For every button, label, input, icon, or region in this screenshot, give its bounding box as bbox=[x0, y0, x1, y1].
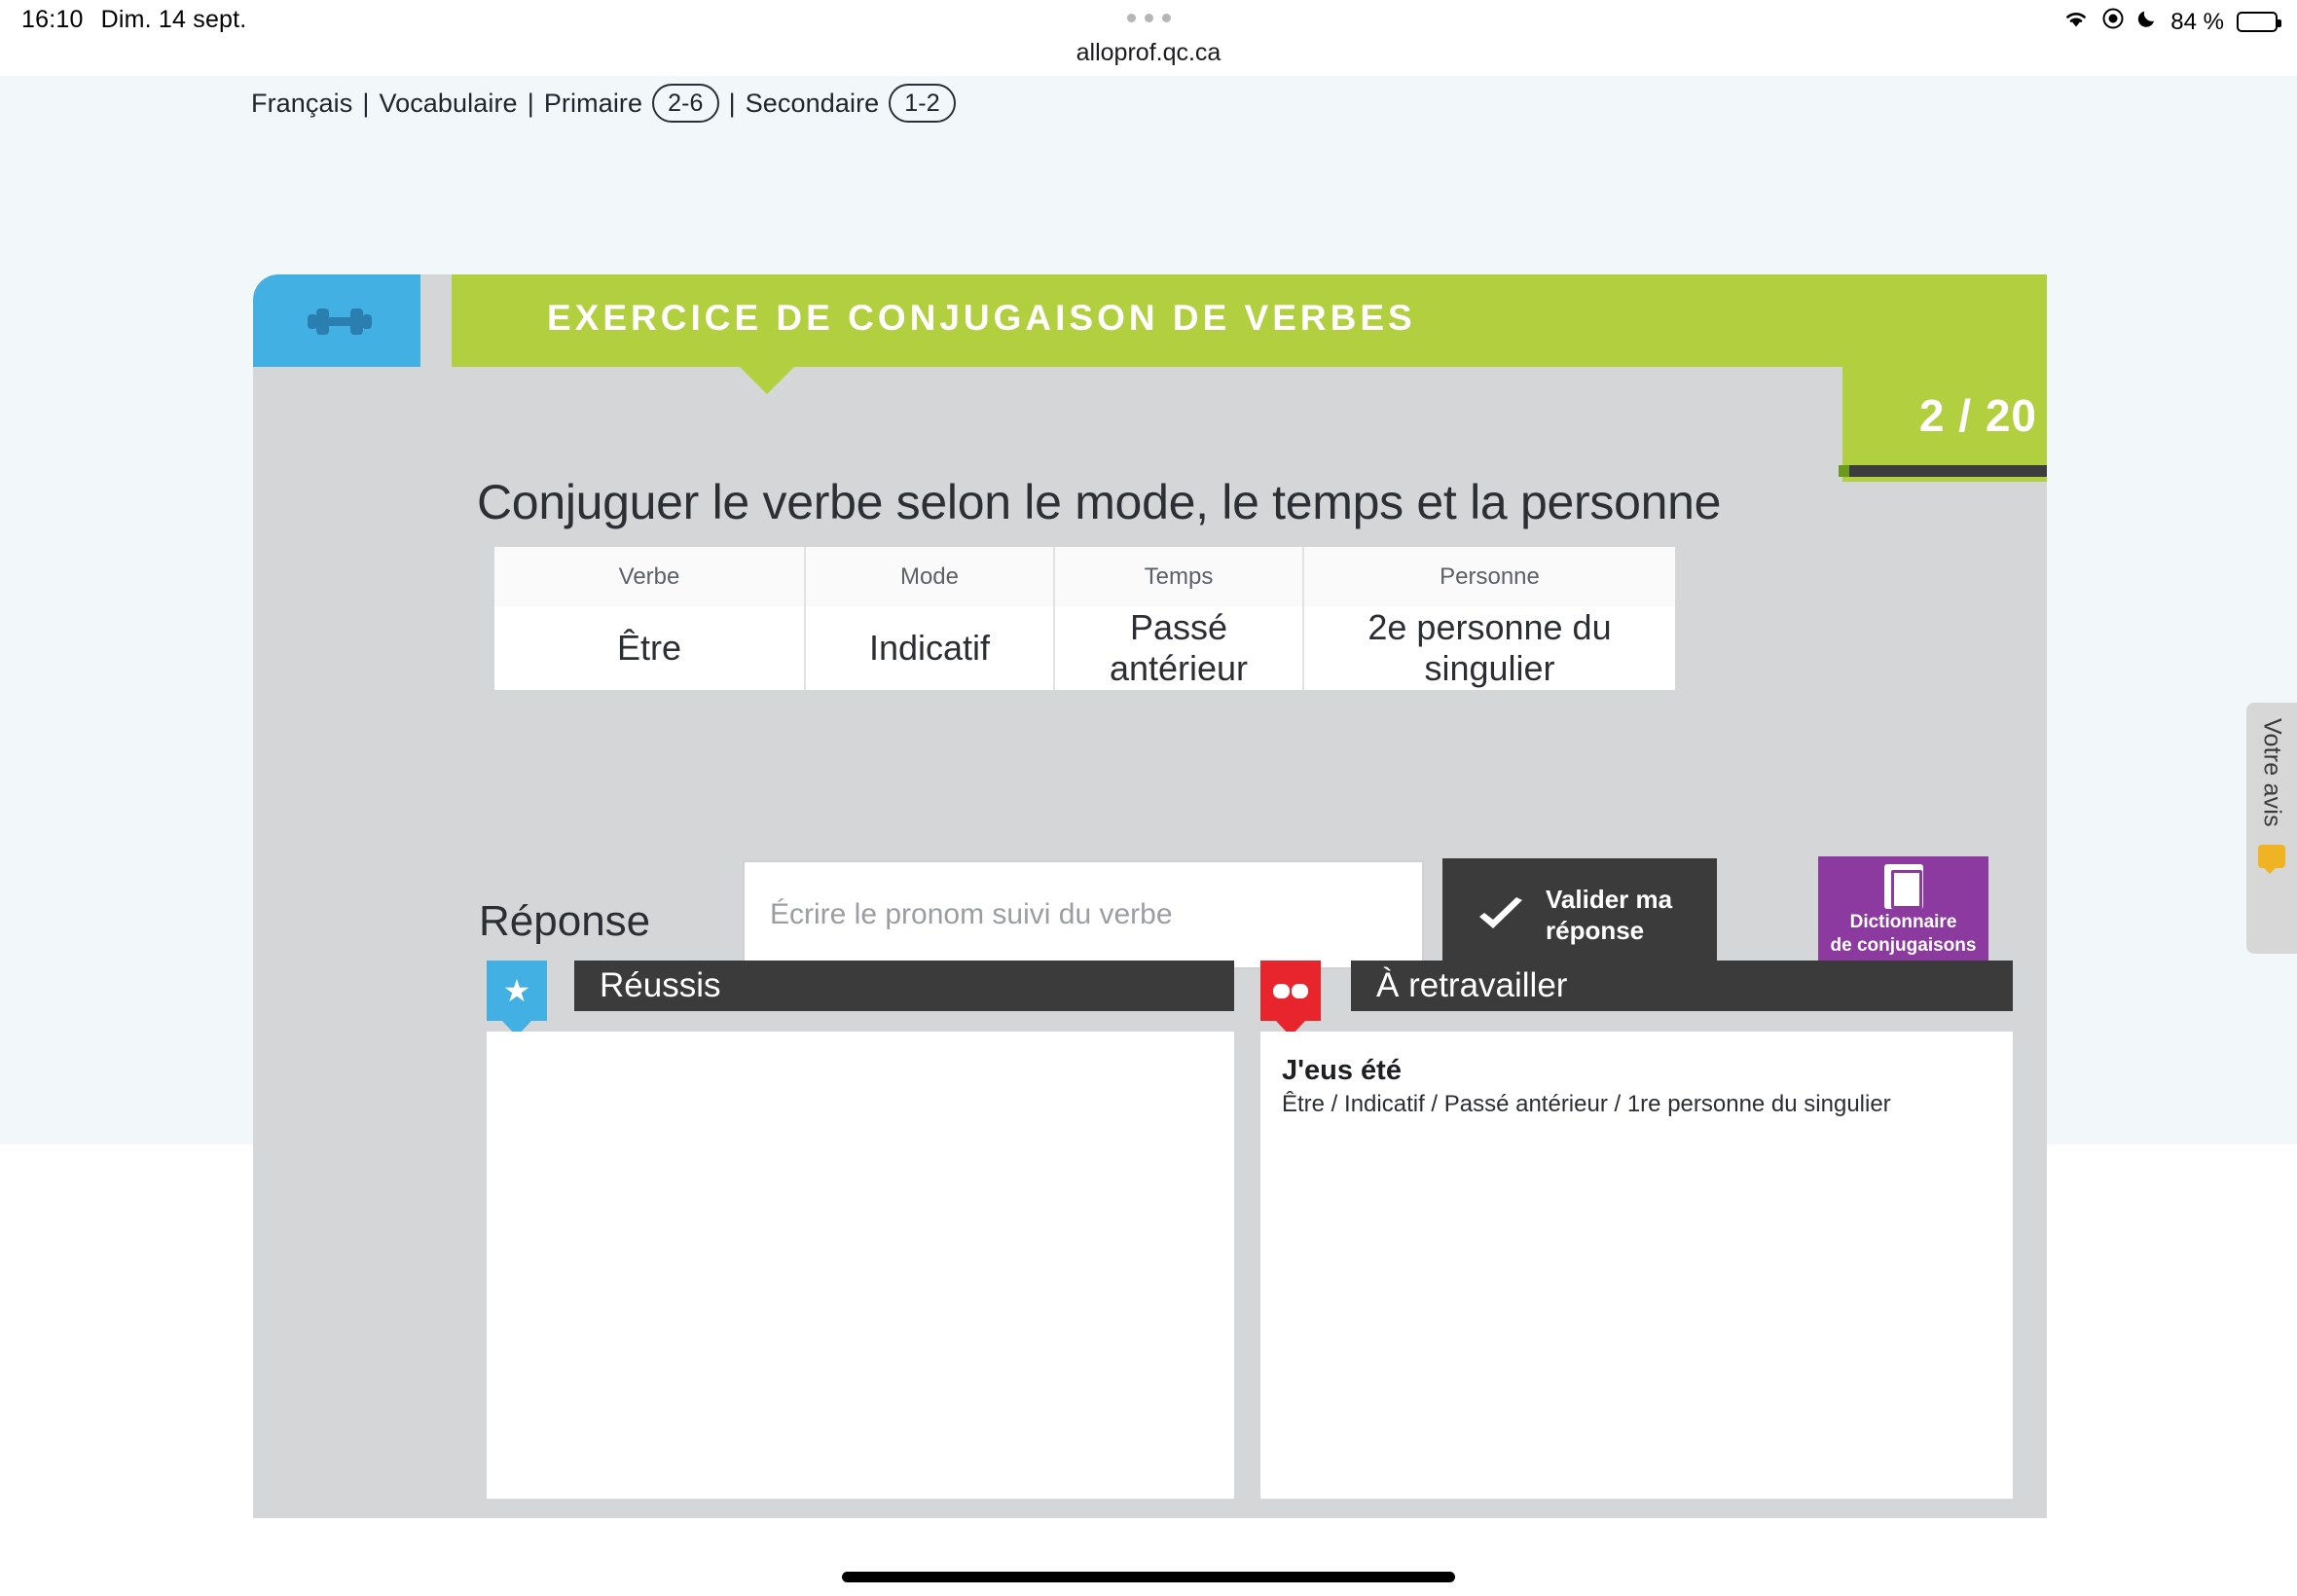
exercise-card bbox=[253, 274, 2047, 1518]
dictionary-label-line2: de conjugaisons bbox=[1830, 934, 1977, 956]
list-item bbox=[1260, 1055, 2013, 1118]
address-bar[interactable]: alloprof.qc.ca bbox=[1076, 39, 1221, 66]
exercise-title: EXERCICE DE CONJUGAISON DE VERBES bbox=[547, 298, 1416, 338]
status-date: Dim. 14 sept. bbox=[100, 6, 247, 33]
dictionary-button[interactable] bbox=[1818, 856, 1988, 971]
table-header-temps: Temps bbox=[1055, 547, 1304, 606]
table-value-temps: Passé antérieur bbox=[1055, 606, 1304, 690]
rework-entry-answer: J'eus été bbox=[1282, 1055, 1402, 1086]
header-icon-box bbox=[253, 274, 420, 367]
breadcrumb-separator: | bbox=[728, 88, 736, 118]
dot bbox=[1127, 14, 1136, 22]
breadcrumb-subject[interactable]: Français bbox=[251, 88, 353, 118]
dumbbell-icon bbox=[300, 296, 376, 348]
success-panel bbox=[487, 1032, 1234, 1499]
level-pill-primaire: 2-6 bbox=[652, 84, 718, 123]
table-value-personne: 2e personne du singulier bbox=[1304, 606, 1675, 690]
conjugation-table bbox=[494, 547, 1675, 690]
table-header-verbe: Verbe bbox=[494, 547, 806, 606]
answer-input[interactable] bbox=[743, 860, 1424, 969]
feedback-tab-label: Votre avis bbox=[2258, 718, 2286, 827]
dot bbox=[1145, 14, 1153, 22]
book-icon bbox=[1884, 864, 1923, 909]
rework-panel bbox=[1260, 1032, 2013, 1499]
breadcrumb-level-secondaire[interactable]: Secondaire bbox=[745, 88, 880, 118]
instruction-text: Conjuguer le verbe selon le mode, le temps et la personne bbox=[477, 475, 1722, 529]
battery-icon bbox=[2237, 12, 2278, 32]
table-value-row bbox=[494, 606, 1675, 690]
boxing-gloves-icon bbox=[1260, 961, 1321, 1021]
dictionary-button-label bbox=[1818, 911, 1988, 958]
status-time: 16:10 bbox=[21, 6, 84, 33]
moon-icon bbox=[2136, 8, 2158, 36]
table-value-verbe: Être bbox=[494, 606, 806, 690]
table-value-mode: Indicatif bbox=[806, 606, 1055, 690]
answer-label: Réponse bbox=[479, 897, 651, 945]
table-header-personne: Personne bbox=[1304, 547, 1675, 606]
question-counter: 2 / 20 bbox=[1918, 390, 2037, 441]
validate-label-line1: Valider ma bbox=[1546, 884, 1673, 914]
validate-button-label bbox=[1546, 884, 1672, 947]
progress-bar-fill bbox=[1839, 465, 1849, 477]
breadcrumb-level-primaire[interactable]: Primaire bbox=[543, 88, 643, 118]
status-bar-right bbox=[2062, 8, 2278, 36]
check-icon bbox=[1476, 895, 1526, 934]
wifi-icon bbox=[2062, 8, 2090, 36]
dictionary-label-line1: Dictionnaire bbox=[1849, 912, 1957, 932]
validate-label-line2: réponse bbox=[1546, 916, 1645, 945]
star-icon: ★ bbox=[487, 961, 547, 1021]
multitasking-dots[interactable] bbox=[0, 14, 2297, 22]
level-pill-secondaire: 1-2 bbox=[889, 84, 955, 123]
table-header-row bbox=[494, 547, 1675, 606]
feedback-tab[interactable] bbox=[2246, 703, 2297, 954]
rework-column-header: À retravailler bbox=[1351, 961, 2013, 1011]
speech-bubble-icon bbox=[2258, 845, 2285, 868]
home-indicator[interactable] bbox=[842, 1572, 1455, 1582]
record-indicator-icon bbox=[2102, 8, 2124, 36]
exercise-header bbox=[253, 274, 2047, 441]
breadcrumb-separator: | bbox=[362, 88, 370, 118]
breadcrumb bbox=[251, 84, 956, 123]
validate-button[interactable] bbox=[1442, 858, 1717, 971]
progress-bar bbox=[1839, 465, 2047, 477]
table-header-mode: Mode bbox=[806, 547, 1055, 606]
success-column-header: Réussis bbox=[574, 961, 1234, 1011]
battery-percent-label: 84 % bbox=[2170, 8, 2224, 35]
header-tail-decoration bbox=[740, 367, 794, 394]
dot bbox=[1162, 14, 1171, 22]
rework-entry-details: Être / Indicatif / Passé antérieur / 1re personne du singulier bbox=[1282, 1091, 1891, 1117]
breadcrumb-separator: | bbox=[527, 88, 534, 118]
breadcrumb-category[interactable]: Vocabulaire bbox=[379, 88, 518, 118]
